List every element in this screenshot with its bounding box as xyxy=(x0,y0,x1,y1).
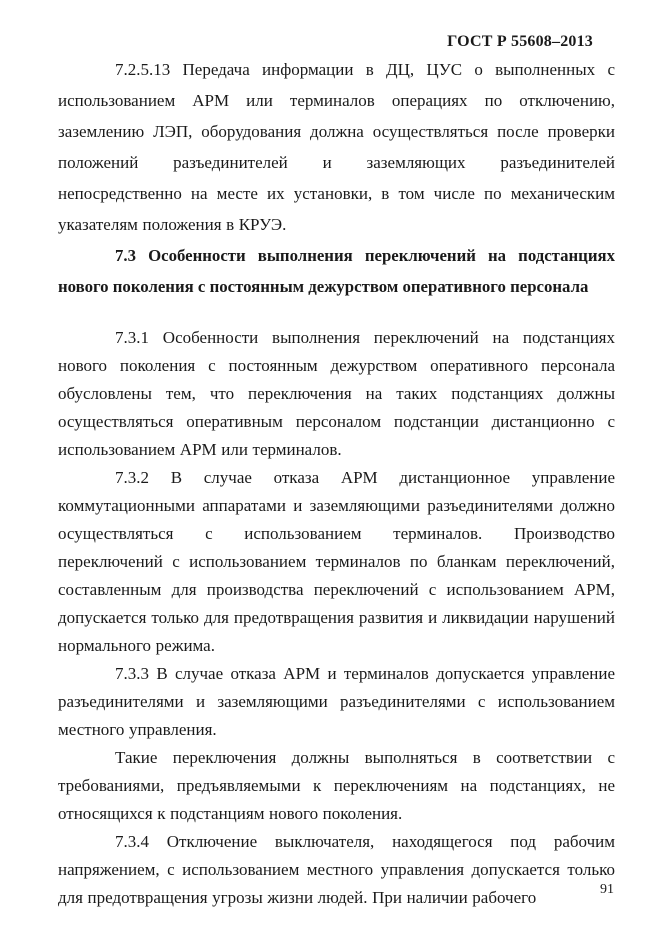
paragraph-7-3-3: 7.3.3 В случае отказа АРМ и терминалов допускается управление разъединителями и заземляющими разъединителями с использованием местного управления. xyxy=(58,664,615,739)
paragraph-7-2-5-13: 7.2.5.13 Передача информации в ДЦ, ЦУС о выполненных с использованием АРМ или терминалов операциях по отключению, заземлению ЛЭП, оборудования должна осуществляться после проверки положений разъединителей и заземляющих разъединителей непосредственно на месте их установки, в том числе по механическим указателям положения в КРУЭ. xyxy=(58,60,615,234)
paragraph-7-3-4: 7.3.4 Отключение выключателя, находящегося под рабочим напряжением, с использованием местного управления допускается только для предотвращения угрозы жизни людей. При наличии рабочего xyxy=(58,832,615,907)
page-number: 91 xyxy=(600,882,614,897)
paragraph-follow-up-7-3-3: Такие переключения должны выполняться в соответствии с требованиями, предъявляемыми к переключениям на подстанциях, не относящихся к подстанциям нового поколения. xyxy=(58,748,615,823)
paragraph-7-3-1: 7.3.1 Особенности выполнения переключений на подстанциях нового поколения с постоянным дежурством оперативного персонала обусловлены тем, что переключения на таких подстанциях должны осуществляться оперативным персоналом подстанции дистанционно с использованием АРМ или терминалов. xyxy=(58,328,615,459)
paragraph-7-3-2: 7.3.2 В случае отказа АРМ дистанционное управление коммутационными аппаратами и заземляющими разъединителями должно осуществляться с использованием терминалов. Производство переключений с использованием терминалов по бланкам переключений, составленным для производства переключений с использованием АРМ, допускается только для предотвращения развития и ликвидации нарушений нормального режима. xyxy=(58,468,615,655)
section-heading-7-3: 7.3 Особенности выполнения переключений на подстанциях нового поколения с постоянным дежурством оперативного персонала xyxy=(58,246,615,296)
running-header: ГОСТ Р 55608–2013 xyxy=(447,33,593,50)
